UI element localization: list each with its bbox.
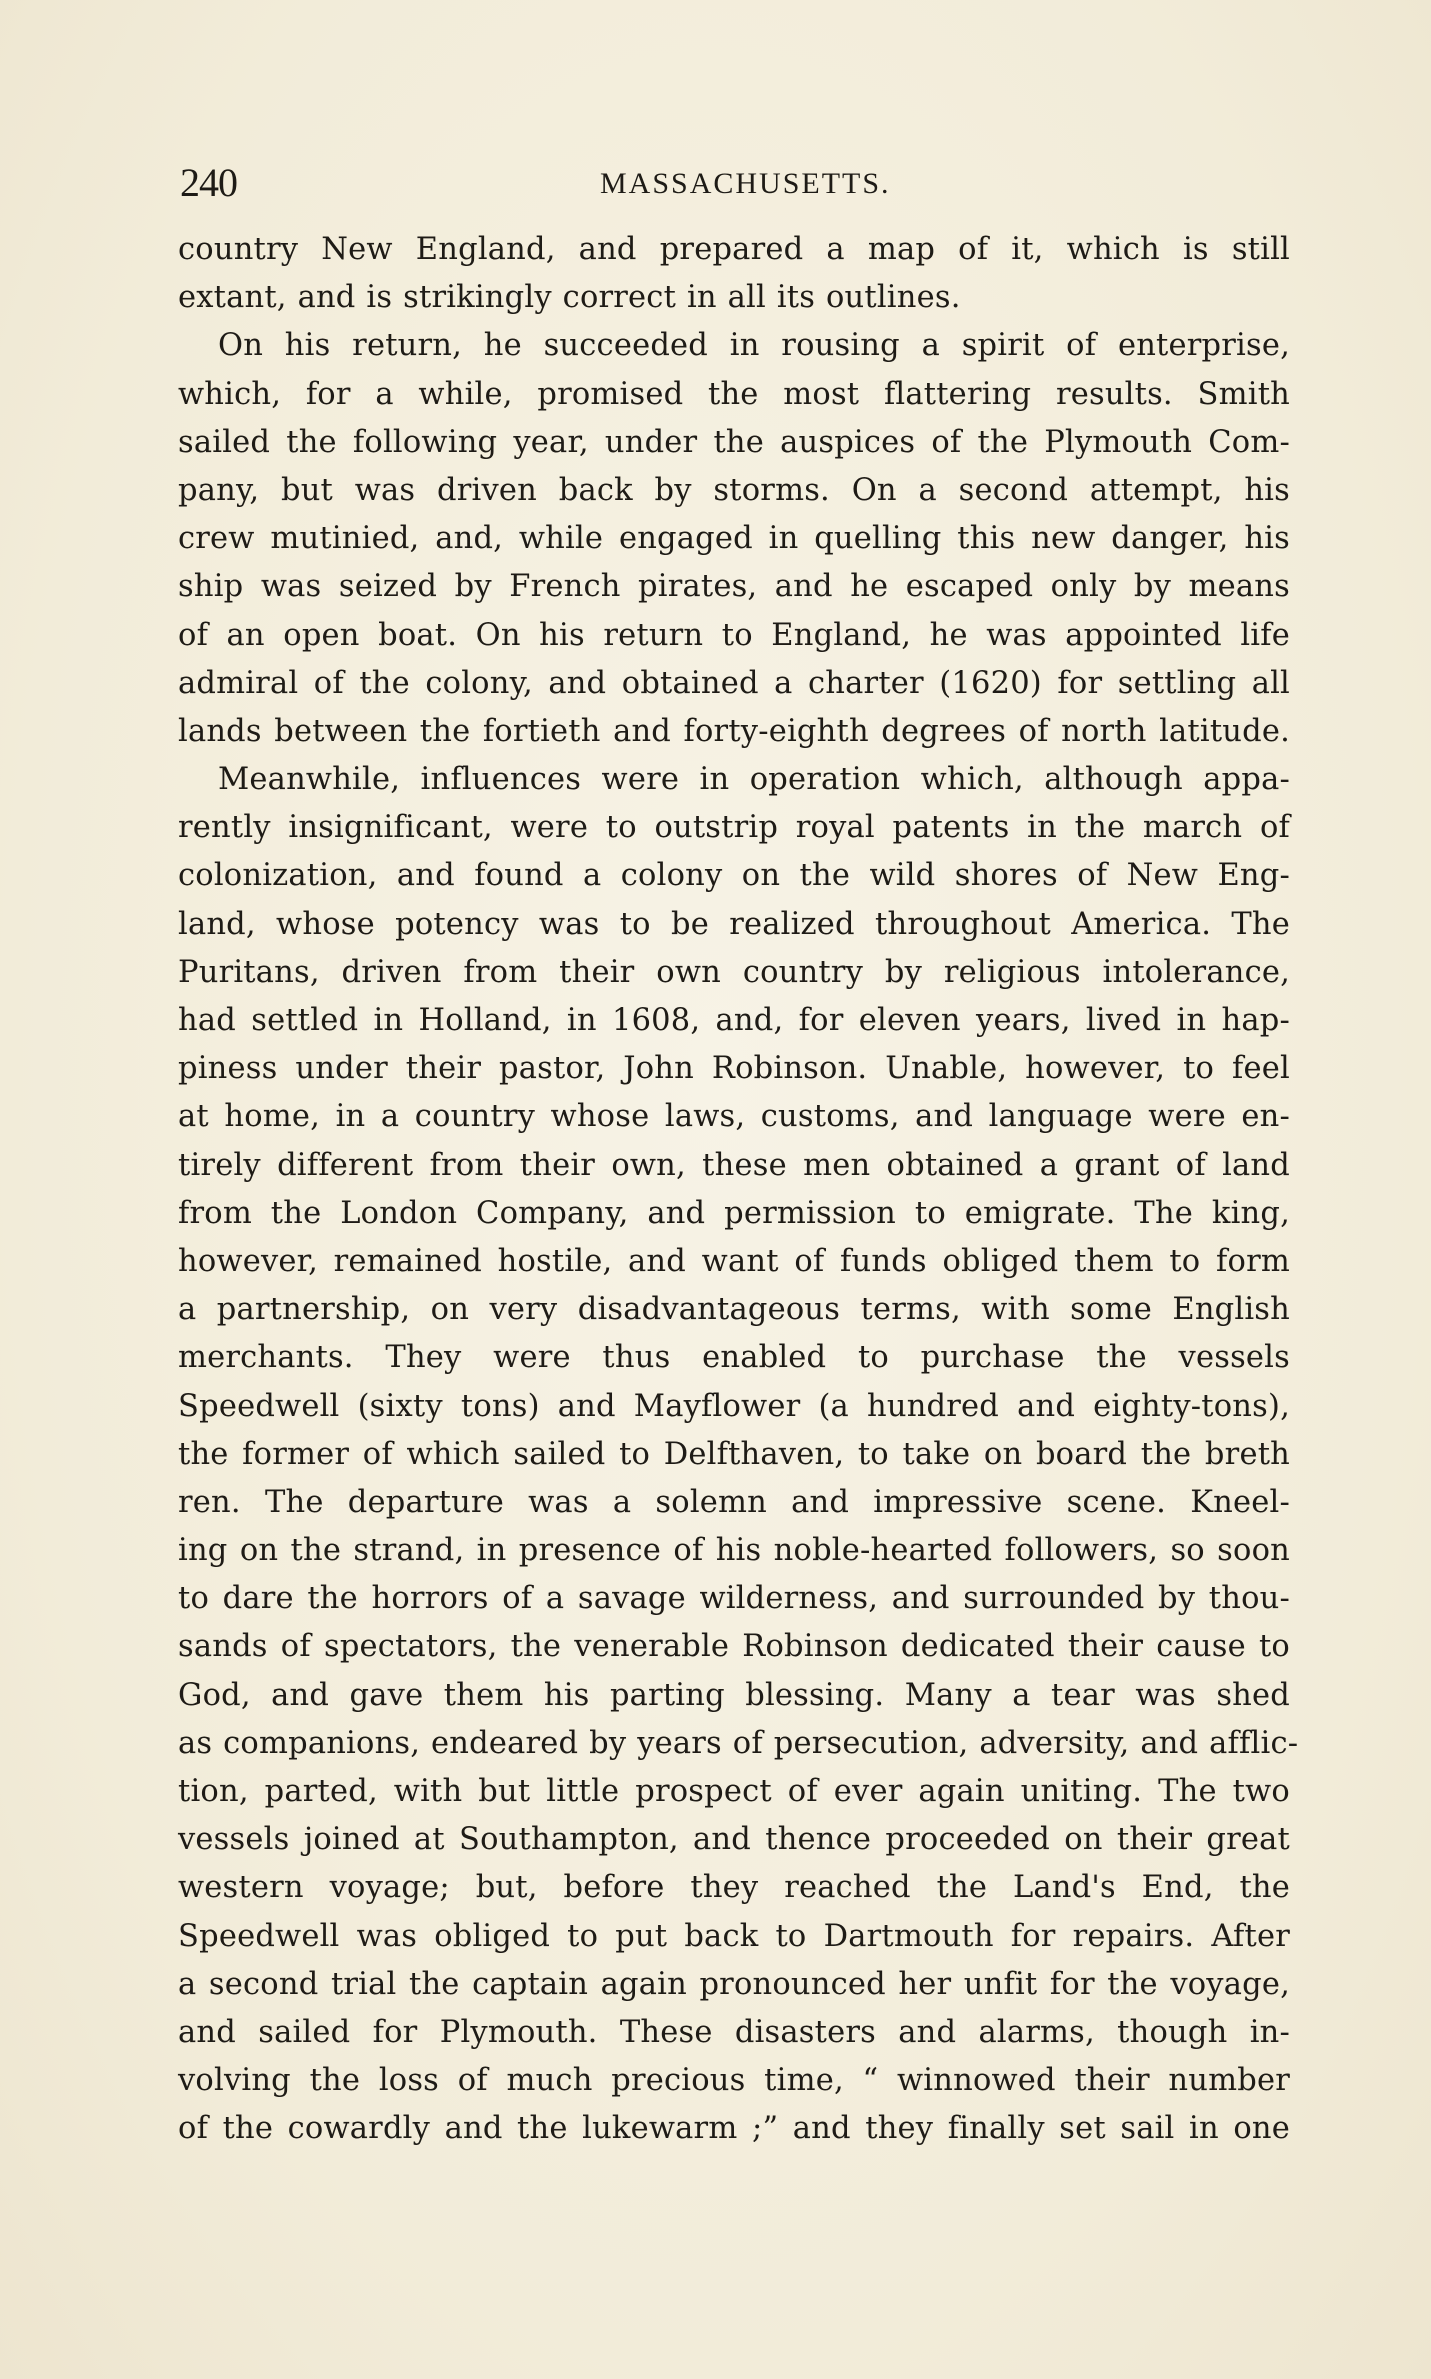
text-line: lands between the fortieth and forty-eighth degrees of north latitude. (178, 713, 1290, 749)
running-head: MASSACHUSETTS. (600, 167, 891, 200)
page-header (180, 158, 1292, 208)
text-line: ing on the strand, in presence of his noble-hearted followers, so soon (178, 1533, 1290, 1569)
text-line: God, and gave them his parting blessing. Many a tear was shed (178, 1677, 1290, 1713)
text-line: tirely different from their own, these men obtained a grant of land (178, 1147, 1290, 1183)
text-line: a partnership, on very disadvantageous terms, with some English (178, 1292, 1290, 1328)
text-line: crew mutinied, and, while engaged in quelling this new danger, his (178, 521, 1290, 557)
text-line: ship was seized by French pirates, and he escaped only by means (178, 569, 1290, 605)
text-line: as companions, endeared by years of persecution, adversity, and afflic- (178, 1725, 1299, 1761)
text-line: rently insignificant, were to outstrip royal patents in the march of (178, 810, 1290, 846)
text-line: however, remained hostile, and want of funds obliged them to form (178, 1243, 1290, 1279)
page-number: 240 (180, 160, 237, 205)
text-line: a second trial the captain again pronounced her unfit for the voyage, (178, 1966, 1290, 2002)
text-line: tion, parted, with but little prospect of ever again uniting. The two (178, 1774, 1290, 1809)
text-line: ren. The departure was a solemn and impressive scene. Kneel- (178, 1484, 1290, 1520)
text-line: Speedwell was obliged to put back to Dartmouth for repairs. After (178, 1918, 1290, 1954)
text-line: of an open boat. On his return to England, he was appointed life (178, 617, 1290, 653)
text-line: admiral of the colony, and obtained a charter (1620) for settling all (178, 665, 1290, 701)
body-text (178, 226, 1299, 2154)
text-line: sailed the following year, under the auspices of the Plymouth Com- (178, 424, 1290, 460)
text-line: Meanwhile, influences were in operation which, although appa- (218, 762, 1290, 798)
text-line: volving the loss of much precious time, “ winnowed their number (178, 2063, 1290, 2099)
text-line: On his return, he succeeded in rousing a spirit of enterprise, (218, 328, 1290, 364)
text-line: and sailed for Plymouth. These disasters and alarms, though in- (178, 2014, 1290, 2050)
text-line: vessels joined at Southampton, and thence proceeded on their great (178, 1822, 1290, 1858)
text-line: which, for a while, promised the most flattering results. Smith (178, 376, 1290, 412)
text-line: from the London Company, and permission to emigrate. The king, (178, 1195, 1290, 1231)
text-line: the former of which sailed to Delfthaven, to take on board the breth (178, 1436, 1290, 1472)
text-line: of the cowardly and the lukewarm ;” and they finally set sail in one (178, 2111, 1290, 2147)
text-line: at home, in a country whose laws, customs, and language were en- (178, 1099, 1290, 1135)
text-line: merchants. They were thus enabled to purchase the vessels (178, 1340, 1290, 1376)
text-line: country New England, and prepared a map of it, which is still (178, 232, 1290, 267)
text-line: sands of spectators, the venerable Robinson dedicated their cause to (178, 1629, 1290, 1665)
text-line: western voyage; but, before they reached the Land's End, the (178, 1870, 1290, 1906)
text-line: had settled in Holland, in 1608, and, for eleven years, lived in hap- (178, 1003, 1290, 1038)
text-line: piness under their pastor, John Robinson. Unable, however, to feel (178, 1051, 1290, 1087)
text-line: extant, and is strikingly correct in all its outlines. (178, 280, 961, 316)
text-line: colonization, and found a colony on the wild shores of New Eng- (178, 858, 1290, 894)
text-line: Speedwell (sixty tons) and Mayflower (a hundred and eighty-tons), (178, 1388, 1290, 1424)
text-line: to dare the horrors of a savage wilderness, and surrounded by thou- (178, 1581, 1290, 1617)
text-line: Puritans, driven from their own country by religious intolerance, (178, 954, 1290, 990)
text-line: land, whose potency was to be realized throughout America. The (178, 906, 1290, 942)
text-line: pany, but was driven back by storms. On a second attempt, his (178, 472, 1290, 508)
